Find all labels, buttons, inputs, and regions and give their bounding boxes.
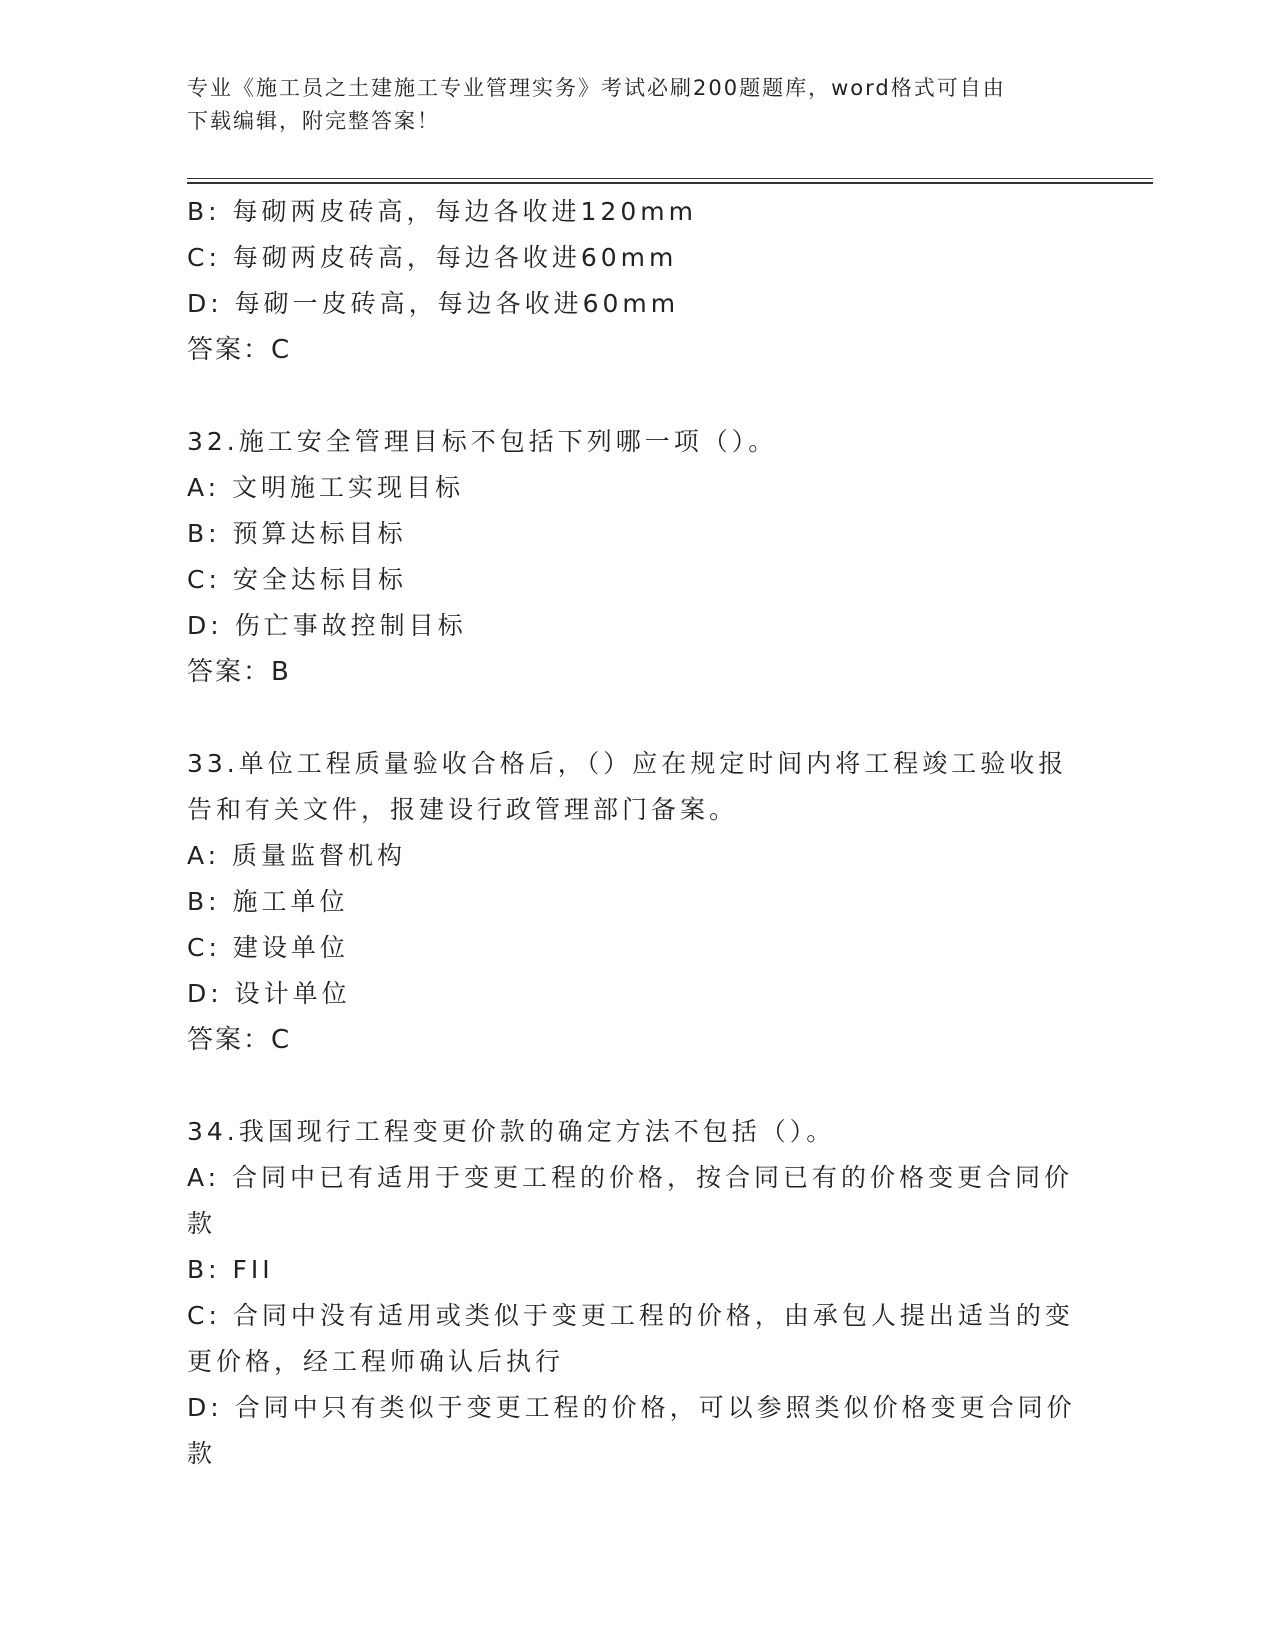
question-34-option-d-line-2: 款 [187,1439,217,1468]
question-34-option-d-line-1: D: 合同中只有类似于变更工程的价格，可以参照类似价格变更合同价 [187,1393,1076,1422]
question-32-option-c: C: 安全达标目标 [187,565,407,594]
question-32-option-a: A: 文明施工实现目标 [187,473,465,502]
question-33-stem-line-2: 告和有关文件，报建设行政管理部门备案。 [187,795,739,824]
question-33-option-c: C: 建设单位 [187,933,349,962]
question-content [187,189,1076,1477]
question-34-option-a-line-1: A: 合同中已有适用于变更工程的价格，按合同已有的价格变更合同价 [187,1163,1074,1192]
question-33-option-d: D: 设计单位 [187,979,351,1008]
question-32-stem: 32.施工安全管理目标不包括下列哪一项（）。 [187,427,778,456]
question-34-option-c-line-2: 更价格，经工程师确认后执行 [187,1347,565,1376]
question-33-option-b: B: 施工单位 [187,887,349,916]
question-34-option-b: B: FII [187,1255,274,1284]
question-32-option-d: D: 伤亡事故控制目标 [187,611,467,640]
question-33-option-a: A: 质量监督机构 [187,841,407,870]
question-33-answer: 答案：C [187,1025,292,1055]
option-b: B: 每砌两皮砖高，每边各收进120mm [187,197,697,226]
question-32-option-b: B: 预算达标目标 [187,519,407,548]
header-line-1: 专业《施工员之土建施工专业管理实务》考试必刷200题题库，word格式可自由 [187,76,1006,100]
option-c: C: 每砌两皮砖高，每边各收进60mm [187,243,678,272]
spacer [187,1063,1067,1109]
header-rule-thick [187,182,1153,184]
spacer [187,695,1067,741]
question-34-option-a-line-2: 款 [187,1209,217,1238]
answer-line: 答案：C [187,335,292,365]
question-34-option-c-line-1: C: 合同中没有适用或类似于变更工程的价格，由承包人提出适当的变 [187,1301,1074,1330]
question-33-stem-line-1: 33.单位工程质量验收合格后，（）应在规定时间内将工程竣工验收报 [187,749,1068,778]
question-32-answer: 答案：B [187,657,291,687]
header-rule-thin [187,178,1153,179]
header-line-2: 下载编辑，附完整答案！ [187,109,440,133]
question-34-stem: 34.我国现行工程变更价款的确定方法不包括（）。 [187,1117,836,1146]
spacer [187,373,1067,419]
option-d: D: 每砌一皮砖高，每边各收进60mm [187,289,680,318]
page-header [187,72,1087,138]
